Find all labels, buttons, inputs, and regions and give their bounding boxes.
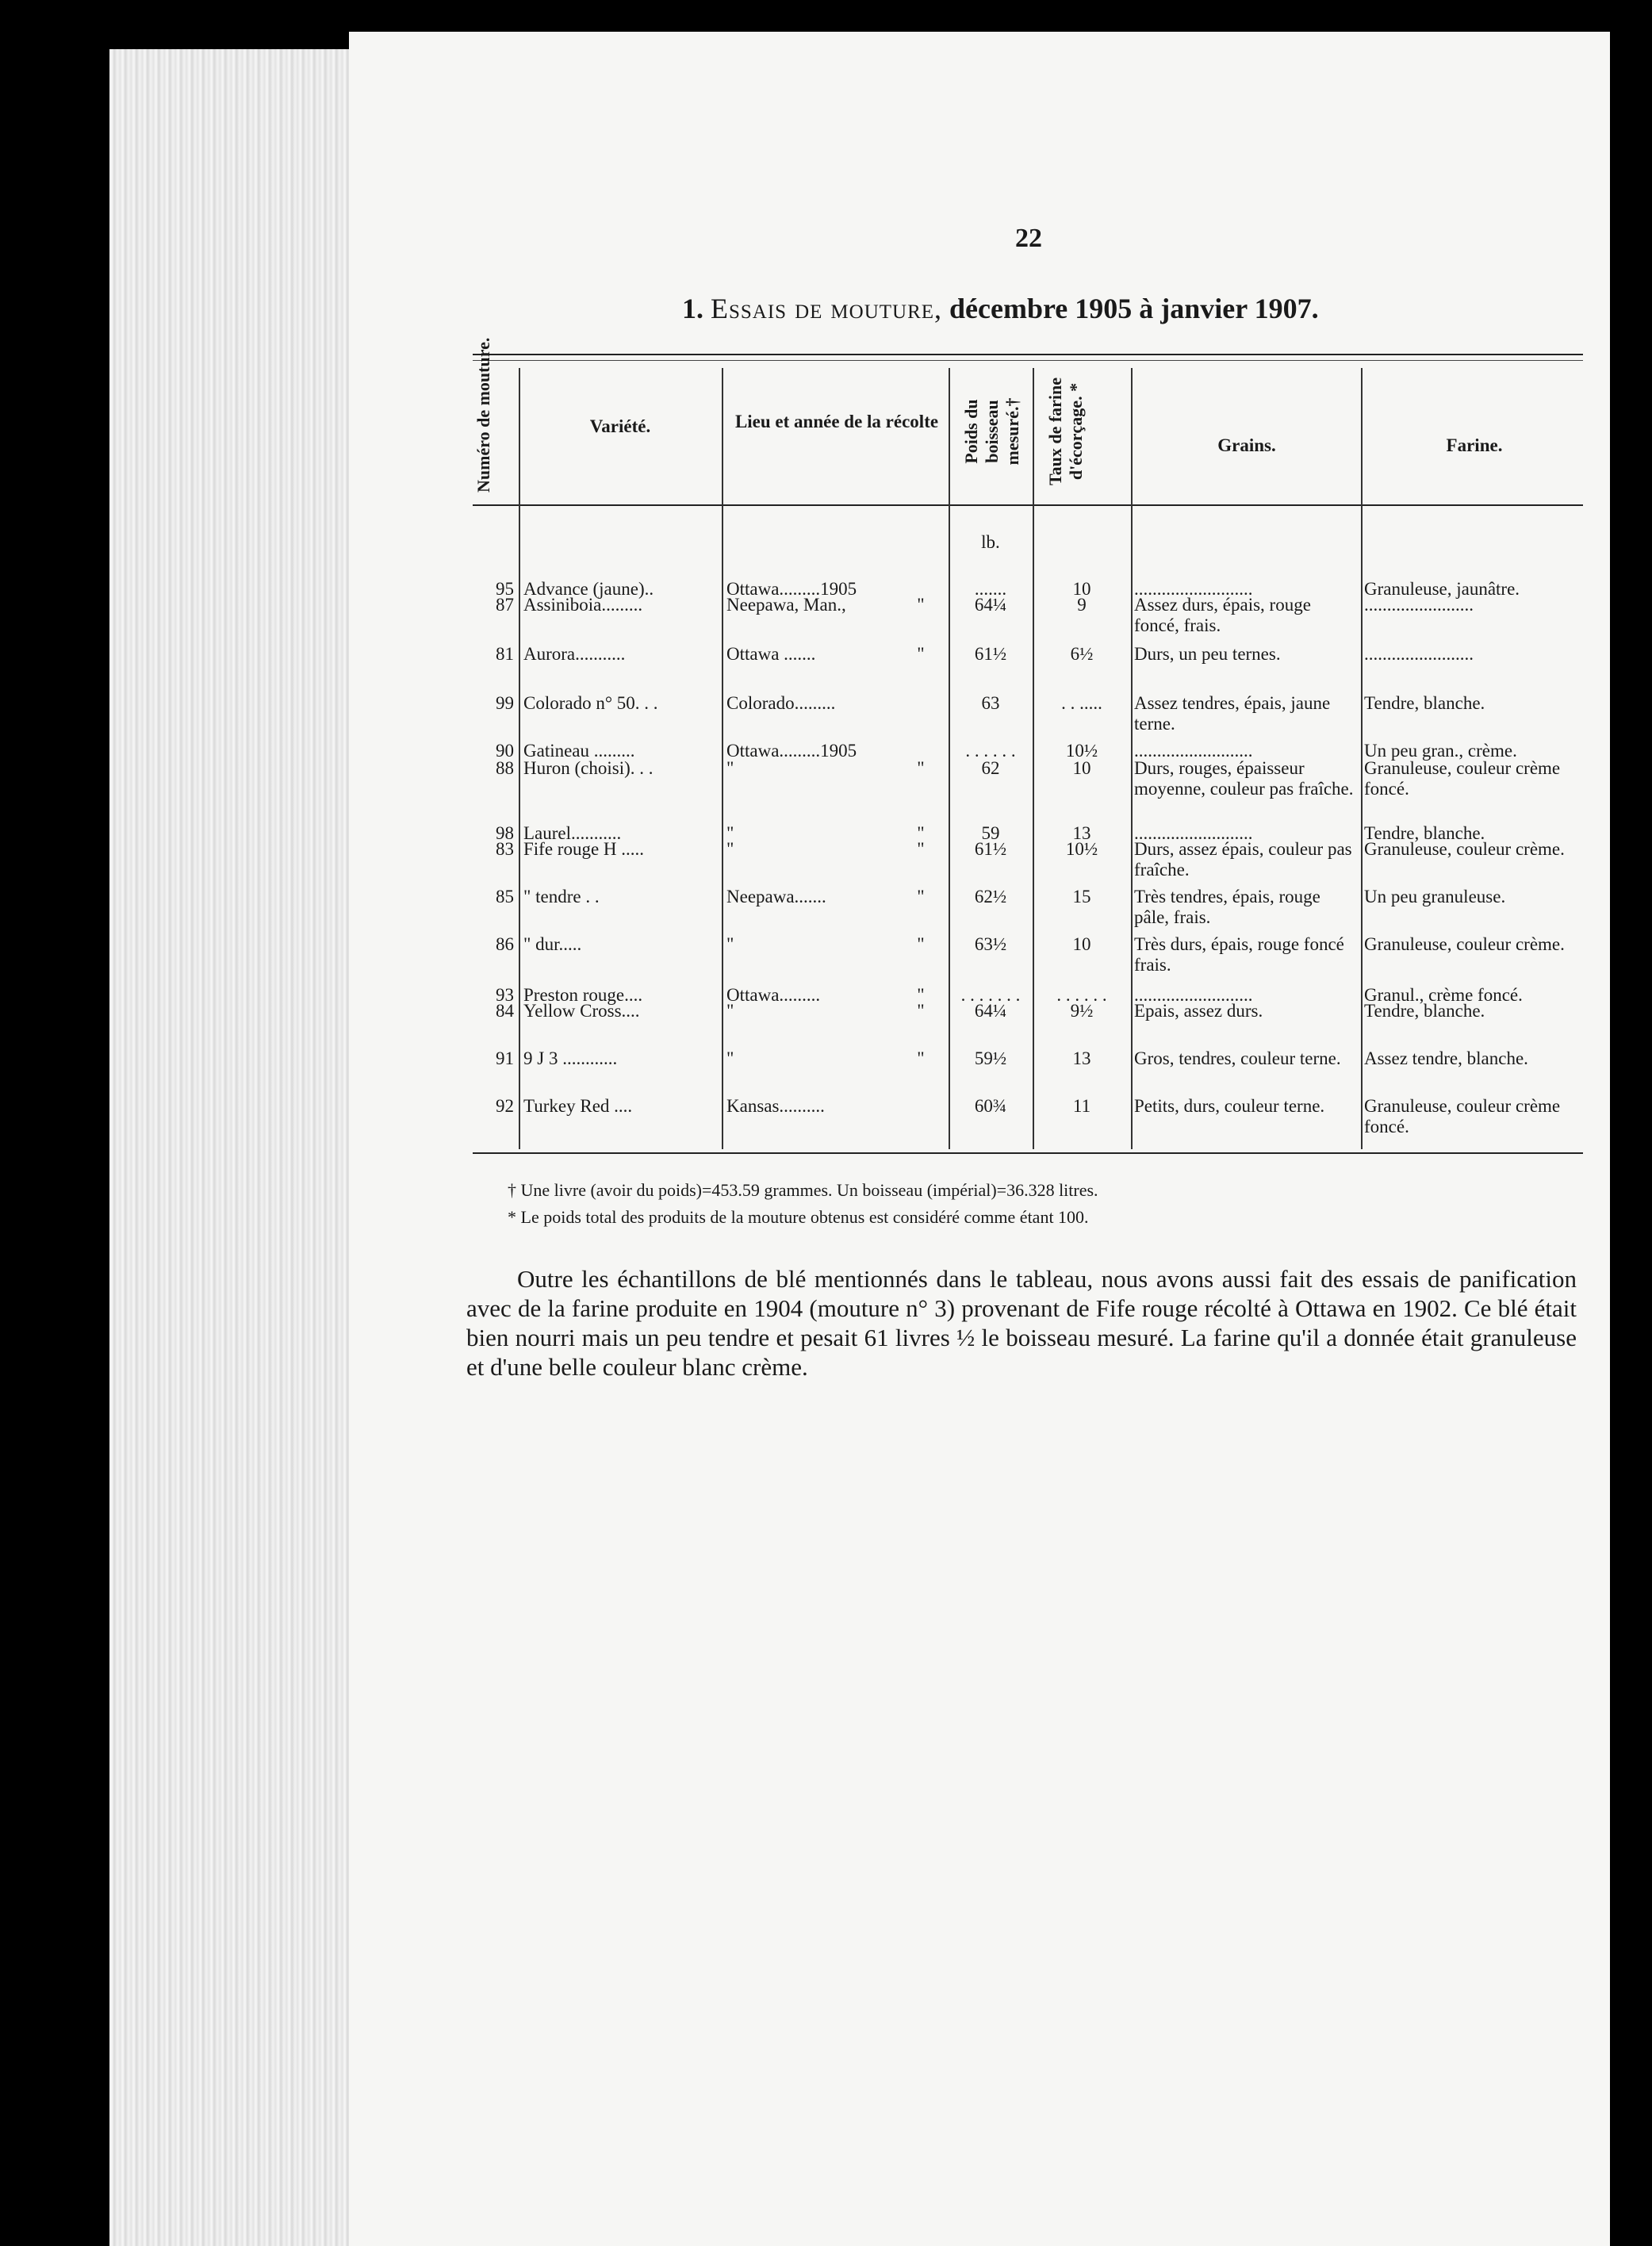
cell-taux: 10 <box>1072 758 1091 778</box>
header-bottom-rule <box>473 504 1583 506</box>
cell-lieu: Ottawa.........1905 <box>726 741 857 761</box>
cell-farine: Granuleuse, couleur crème. <box>1364 934 1565 954</box>
cell-poids: 61½ <box>974 839 1007 859</box>
cell-num: 87 <box>496 595 514 615</box>
cell-lieu-suffix: " <box>917 985 925 1005</box>
table-top-rule-2 <box>473 360 1583 361</box>
table-top-rule <box>473 354 1583 355</box>
cell-farine: Tendre, blanche. <box>1364 693 1485 713</box>
footnotes <box>508 1177 1098 1231</box>
page-number: 22 <box>1015 224 1042 253</box>
cell-grains: .......................... <box>1134 741 1253 761</box>
cell-poids: 62 <box>981 758 1000 778</box>
cell-farine: Tendre, blanche. <box>1364 1001 1485 1021</box>
title-smallcaps: Essais de mouture, <box>711 293 943 324</box>
cell-lieu: Neepawa....... <box>726 887 826 906</box>
cell-lieu: " <box>726 758 734 778</box>
cell-lieu-suffix: " <box>917 1001 925 1021</box>
cell-farine: Granuleuse, jaunâtre. <box>1364 579 1520 599</box>
footnote-dagger: † Une livre (avoir du poids)=453.59 grammes. Un boisseau (impérial)=36.328 litres. <box>508 1180 1098 1200</box>
cell-farine: ........................ <box>1364 644 1474 664</box>
cell-variete: Laurel........... <box>523 823 622 843</box>
cell-lieu: " <box>726 1048 734 1068</box>
cell-lieu: " <box>726 934 734 954</box>
cell-lieu: Ottawa.........1905 <box>726 579 857 599</box>
cell-num: 95 <box>496 579 514 599</box>
cell-poids: . . . . . . . <box>960 985 1021 1005</box>
cell-poids: 59 <box>981 823 1000 843</box>
cell-lieu: Kansas.......... <box>726 1096 825 1116</box>
cell-num: 99 <box>496 693 514 713</box>
col-divider <box>519 368 520 1149</box>
table-title <box>682 292 1319 325</box>
header-taux: Taux de farine d'écorçage. * <box>1045 377 1086 486</box>
cell-grains: Durs, assez épais, couleur pas fraîche. <box>1134 839 1352 880</box>
cell-grains: Epais, assez durs. <box>1134 1001 1263 1021</box>
cell-poids: 64¼ <box>974 1001 1007 1021</box>
footnote-star: * Le poids total des produits de la mouture obtenus est considéré comme étant 100. <box>508 1207 1089 1227</box>
cell-grains: .......................... <box>1134 579 1253 599</box>
cell-variete: Fife rouge H ..... <box>523 839 645 859</box>
col-divider <box>1131 368 1133 1149</box>
table-bottom-rule <box>473 1152 1583 1154</box>
cell-taux: . . ..... <box>1061 693 1102 713</box>
cell-taux: 10½ <box>1065 839 1098 859</box>
cell-num: 91 <box>496 1048 514 1068</box>
cell-variete: Huron (choisi). . . <box>523 758 654 778</box>
cell-taux: . . . . . . <box>1056 985 1107 1005</box>
cell-lieu: Ottawa ....... <box>726 644 816 664</box>
cell-farine: Granuleuse, couleur crème foncé. <box>1364 758 1561 799</box>
header-variete: Variété. <box>589 416 651 436</box>
cell-poids: . . . . . . <box>965 741 1016 761</box>
cell-taux: 13 <box>1072 823 1091 843</box>
cell-grains: .......................... <box>1134 985 1253 1005</box>
title-rest: décembre 1905 à janvier 1907. <box>949 293 1319 324</box>
col-divider <box>949 368 950 1149</box>
cell-variete: Gatineau ......... <box>523 741 635 761</box>
cell-lieu: " <box>726 839 734 859</box>
cell-variete: 9 J 3 ............ <box>523 1048 618 1068</box>
cell-lieu: " <box>726 823 734 843</box>
cell-poids: 63 <box>981 693 1000 713</box>
cell-grains: .......................... <box>1134 823 1253 843</box>
cell-variete: " tendre . . <box>523 887 600 906</box>
cell-grains: Assez tendres, épais, jaune terne. <box>1134 693 1331 734</box>
cell-variete: " dur..... <box>523 934 582 954</box>
cell-lieu-suffix: " <box>917 823 925 843</box>
cell-grains: Durs, un peu ternes. <box>1134 644 1281 664</box>
cell-lieu-suffix: " <box>917 839 925 859</box>
cell-taux: 10 <box>1072 579 1091 599</box>
cell-lieu-suffix: " <box>917 1048 925 1068</box>
cell-num: 93 <box>496 985 514 1005</box>
cell-num: 83 <box>496 839 514 859</box>
body-paragraph: Outre les échantillons de blé mentionnés dans le tableau, nous avons aussi fait des essais de panification avec de la farine produite en 1904 (mouture n° 3) provenant de Fife rouge récolté à Ottawa en 1902. Ce blé était bien nourri mais un peu tendre et pesait 61 livres ½ le boisseau mesuré. La farine qu'il a donnée était granuleuse et d'une belle couleur blanc crème. <box>466 1265 1577 1381</box>
cell-variete: Colorado n° 50. . . <box>523 693 658 713</box>
header-grains: Grains. <box>1217 435 1276 455</box>
cell-num: 81 <box>496 644 514 664</box>
title-number: 1. <box>682 293 703 324</box>
cell-farine: Tendre, blanche. <box>1364 823 1485 843</box>
cell-taux: 9 <box>1077 595 1087 615</box>
cell-poids: 59½ <box>974 1048 1007 1068</box>
cell-poids: 63½ <box>974 934 1007 954</box>
cell-num: 88 <box>496 758 514 778</box>
cell-num: 85 <box>496 887 514 906</box>
cell-variete: Preston rouge.... <box>523 985 643 1005</box>
cell-lieu: Neepawa, Man., <box>726 595 846 615</box>
cell-num: 98 <box>496 823 514 843</box>
cell-taux: 10½ <box>1065 741 1098 761</box>
cell-lieu-suffix: " <box>917 934 925 954</box>
header-poids: Poids du boisseau mesuré.† <box>961 397 1022 466</box>
cell-poids: 62½ <box>974 887 1007 906</box>
cell-farine: Assez tendre, blanche. <box>1364 1048 1528 1068</box>
cell-num: 92 <box>496 1096 514 1116</box>
cell-poids: 61½ <box>974 644 1007 664</box>
cell-poids: 60¾ <box>974 1096 1007 1116</box>
cell-lieu: " <box>726 1001 734 1021</box>
cell-taux: 9½ <box>1070 1001 1094 1021</box>
cell-grains: Durs, rouges, épaisseur moyenne, couleur pas fraîche. <box>1134 758 1354 799</box>
col-divider <box>1361 368 1363 1149</box>
cell-grains: Très durs, épais, rouge foncé frais. <box>1134 934 1344 975</box>
cell-poids: ....... <box>974 579 1007 599</box>
header-numero: Numéro de mouture. <box>473 337 493 493</box>
col-divider <box>722 368 723 1149</box>
cell-grains: Très tendres, épais, rouge pâle, frais. <box>1134 887 1320 927</box>
col-divider <box>1033 368 1034 1149</box>
cell-taux: 13 <box>1072 1048 1091 1068</box>
cell-farine: Un peu granuleuse. <box>1364 887 1506 906</box>
cell-farine: ........................ <box>1364 595 1474 615</box>
cell-variete: Turkey Red .... <box>523 1096 633 1116</box>
cell-grains: Petits, durs, couleur terne. <box>1134 1096 1325 1116</box>
header-lieu: Lieu et année de la récolte <box>734 412 939 431</box>
header-farine: Farine. <box>1446 435 1503 455</box>
cell-farine: Granul., crème foncé. <box>1364 985 1523 1005</box>
cell-lieu-suffix: " <box>917 644 925 664</box>
cell-lieu: Ottawa......... <box>726 985 821 1005</box>
cell-variete: Yellow Cross.... <box>523 1001 640 1021</box>
cell-variete: Advance (jaune).. <box>523 579 654 599</box>
cell-poids: 64¼ <box>974 595 1007 615</box>
cell-num: 90 <box>496 741 514 761</box>
cell-lieu-suffix: " <box>917 595 925 615</box>
cell-taux: 6½ <box>1070 644 1094 664</box>
cell-taux: 15 <box>1072 887 1091 906</box>
unit-lb: lb. <box>981 532 1000 552</box>
cell-farine: Granuleuse, couleur crème. <box>1364 839 1565 859</box>
milling-table <box>473 337 1583 1155</box>
cell-grains: Gros, tendres, couleur terne. <box>1134 1048 1341 1068</box>
cell-lieu-suffix: " <box>917 887 925 906</box>
cell-grains: Assez durs, épais, rouge foncé, frais. <box>1134 595 1311 635</box>
cell-lieu: Colorado......... <box>726 693 836 713</box>
cell-lieu-suffix: " <box>917 758 925 778</box>
cell-variete: Aurora........... <box>523 644 626 664</box>
cell-variete: Assiniboia......... <box>523 595 643 615</box>
cell-farine: Granuleuse, couleur crème foncé. <box>1364 1096 1561 1136</box>
cell-taux: 10 <box>1072 934 1091 954</box>
cell-farine: Un peu gran., crème. <box>1364 741 1517 761</box>
cell-num: 84 <box>496 1001 514 1021</box>
cell-taux: 11 <box>1072 1096 1091 1116</box>
cell-num: 86 <box>496 934 514 954</box>
